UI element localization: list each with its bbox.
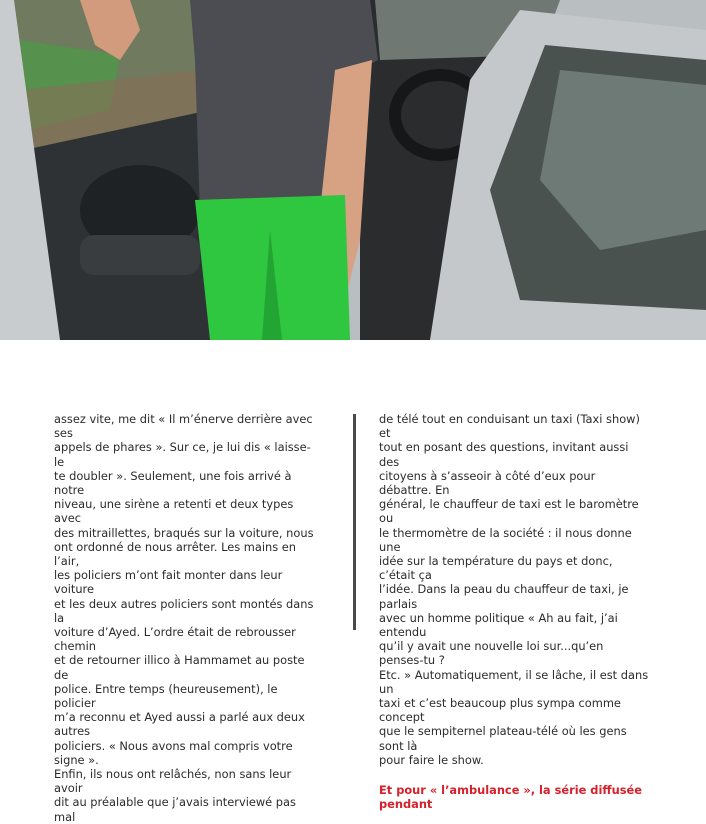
article-photo [0, 0, 706, 340]
column-divider [353, 414, 356, 630]
door-handle-area [80, 235, 200, 275]
article-subheading: Et pour « l’ambulance », la série diffusée pendant [379, 783, 642, 812]
article-column-left [54, 412, 320, 824]
article-text-left: assez vite, me dit « Il m’énerve derrière avec ses appels de phares ». Sur ce, je lui dis « laisse-le te doubler ». Seulement, une fois arrivé à notre niveau, une sirène a retenti et deux types avec des mitraillettes, braqués sur la voiture, nous ont ordonné de nous arrêter. Les mains en l’air, les policiers m’ont fait monter dans leur voiture et les deux autres policiers sont montés dans la voiture d’Ayed. L’ordre était de rebrousser chemin et de retourner illico à Hammamet au poste de police. Entre temps (heureusement), le policier m’a reconnu et Ayed aussi a parlé aux deux autres policiers. « Nous avons mal compris votre signe ». Enfin, ils nous ont relâchés, non sans leur avoir dit au préalable que j’avais interviewé pas mal [54, 412, 314, 824]
article-text-right: de télé tout en conduisant un taxi (Taxi show) et tout en posant des questions, invitant aussi des citoyens à s’asseoir à côté d’eux pour débattre. En général, le chauffeur de taxi est le baromètre ou le thermomètre de la société : il nous donne une idée sur la température du pays et donc, c’était ça l’idée. Dans la peau du chauffeur de taxi, je parlais avec un homme politique « Ah au fait, j’ai entendu qu’il y avait une nouvelle loi sur...qu’en penses-tu ? Etc. » Automatiquement, il se lâche, il est dans un taxi et c’est beaucoup plus sympa comme concept que le sempiternel plateau-télé où les gens sont là pour faire le show. [379, 412, 649, 767]
article-column-right [379, 412, 651, 811]
photo-man-at-car-door [0, 0, 706, 340]
